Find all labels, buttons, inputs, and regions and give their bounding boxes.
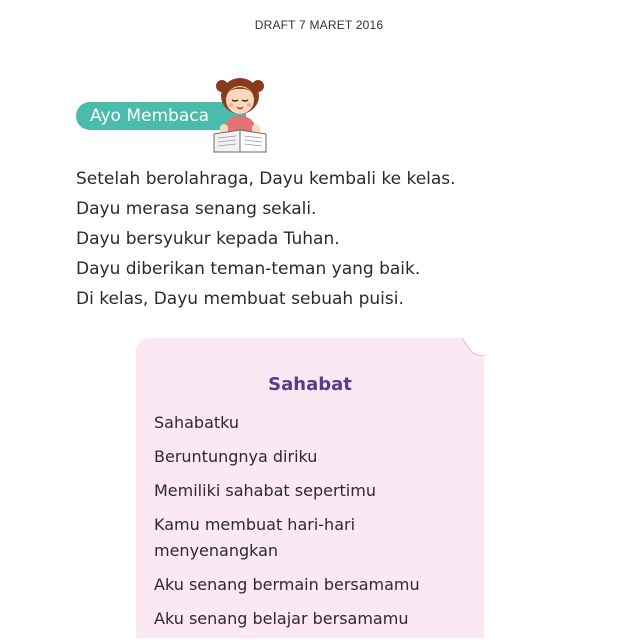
page-curl-icon: [462, 338, 486, 356]
story-line: Di kelas, Dayu membuat sebuah puisi.: [76, 289, 404, 309]
poem-body: [154, 410, 474, 640]
poem-line: Aku senang belajar bersamamu: [154, 609, 409, 628]
poem-title: Sahabat: [268, 374, 352, 395]
poem-line: Sahabatku: [154, 413, 240, 432]
draft-header: DRAFT 7 MARET 2016: [254, 18, 384, 32]
section-badge-ayo-membaca: Ayo Membaca: [76, 102, 246, 130]
poem-line: Beruntungnya diriku: [154, 447, 318, 466]
story-line: Dayu merasa senang sekali.: [76, 199, 317, 219]
story-line: Dayu bersyukur kepada Tuhan.: [76, 229, 340, 249]
girl-reading-book-icon: [210, 72, 270, 154]
story-line: Setelah berolahraga, Dayu kembali ke kelas.: [76, 169, 456, 189]
story-paragraph: [76, 164, 596, 314]
poem-line: Kamu membuat hari-hari menyenangkan: [154, 515, 356, 560]
poem-line: Memiliki sahabat sepertimu: [154, 481, 376, 500]
poem-line: Aku senang bermain bersamamu: [154, 575, 420, 594]
story-line: Dayu diberikan teman-teman yang baik.: [76, 259, 421, 279]
